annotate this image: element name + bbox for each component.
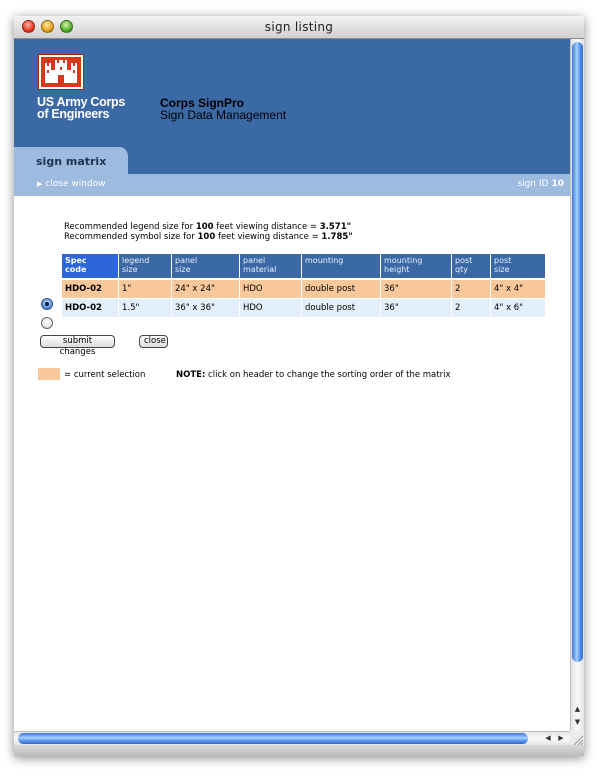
tab-label: sign matrix (36, 155, 107, 168)
table-cell: 36" (381, 280, 451, 298)
close-window-link[interactable] (37, 179, 106, 189)
column-header-line: qty (455, 265, 468, 274)
scroll-right-arrow-icon[interactable]: ▶ (558, 734, 564, 742)
app-name: Corps SignPro (160, 96, 245, 110)
column-header-line: size (494, 265, 510, 274)
table-cell: 1.5" (119, 299, 171, 317)
column-header-line: code (65, 265, 87, 274)
table-cell: HDO-02 (62, 299, 118, 317)
column-header-line: Spec (65, 256, 87, 265)
horizontal-scroll-thumb[interactable] (18, 733, 528, 744)
vertical-scroll-thumb[interactable] (572, 42, 583, 662)
column-header[interactable] (240, 254, 301, 278)
column-header[interactable] (491, 254, 545, 278)
submit-changes-button[interactable]: submit changes (40, 335, 115, 348)
rec-text: feet viewing distance = (216, 222, 318, 232)
table-cell: 1" (119, 280, 171, 298)
column-header-line: panel (243, 256, 266, 265)
table-cell: 4" x 4" (491, 280, 545, 298)
column-header-line: post (494, 256, 512, 265)
sign-id-value: 10 (551, 179, 564, 189)
page-content (14, 39, 570, 731)
browser-window (14, 16, 584, 756)
row-select-radio[interactable] (41, 317, 53, 329)
rec-text: Recommended symbol size for (64, 232, 195, 242)
page-header (14, 39, 570, 174)
rec-text: feet viewing distance = (217, 232, 319, 242)
scroll-left-arrow-icon[interactable]: ◀ (545, 734, 551, 742)
app-subtitle: Sign Data Management (160, 108, 287, 122)
selection-legend: = current selection (64, 370, 146, 380)
triangle-right-icon: ▶ (37, 180, 43, 188)
horizontal-scrollbar[interactable] (14, 731, 570, 745)
scroll-down-arrow-icon[interactable]: ▼ (574, 718, 581, 726)
column-header[interactable] (62, 254, 118, 278)
rec-value: 1.785" (321, 232, 353, 242)
table-cell: double post (302, 280, 380, 298)
column-header-line: material (243, 265, 277, 274)
rec-value: 3.571" (319, 222, 352, 232)
column-header-line: size (175, 265, 191, 274)
column-header[interactable] (302, 254, 380, 278)
table-cell: 4" x 6" (491, 299, 545, 317)
title-bar[interactable] (14, 16, 584, 39)
column-header-line: height (384, 265, 410, 274)
table-cell: 36" x 36" (172, 299, 239, 317)
column-header[interactable] (452, 254, 490, 278)
table-cell: double post (302, 299, 380, 317)
column-header[interactable] (119, 254, 171, 278)
column-header-line: size (122, 265, 138, 274)
close-button[interactable]: close (139, 335, 168, 348)
note-label: NOTE: (176, 370, 206, 380)
sign-id (517, 179, 564, 189)
legend-size-recommendation (64, 222, 351, 232)
resize-grip-icon[interactable] (570, 731, 584, 745)
rec-distance: 100 (195, 222, 214, 232)
table-cell: 36" (381, 299, 451, 317)
column-header-line: panel (175, 256, 198, 265)
org-line-1: US Army Corps (37, 95, 126, 109)
column-header-line: mounting (305, 256, 344, 265)
rec-distance: 100 (197, 232, 216, 242)
sorting-note (176, 370, 450, 380)
close-window-label: close window (45, 179, 106, 189)
table-cell: 24" x 24" (172, 280, 239, 298)
column-header[interactable] (381, 254, 451, 278)
vertical-scrollbar[interactable] (570, 39, 584, 731)
symbol-size-recommendation (64, 232, 353, 242)
window-bottom-bar (14, 745, 584, 756)
rec-text: Recommended legend size for (64, 222, 194, 232)
column-header-line: mounting (384, 256, 423, 265)
table-cell: HDO-02 (62, 280, 118, 298)
table-cell: 2 (452, 299, 490, 317)
table-cell: HDO (240, 299, 301, 317)
castle-logo-icon (39, 55, 83, 89)
sign-id-label: sign ID (517, 179, 549, 189)
org-name (37, 96, 125, 120)
row-select-radio[interactable] (41, 298, 53, 310)
column-header-line: post (455, 256, 473, 265)
tab-sign-matrix[interactable] (14, 147, 128, 174)
current-selection-swatch (38, 368, 60, 380)
note-text: click on header to change the sorting order of the matrix (208, 370, 451, 380)
column-header[interactable] (172, 254, 239, 278)
table-cell: HDO (240, 280, 301, 298)
sub-bar (14, 174, 570, 196)
scroll-up-arrow-icon[interactable]: ▲ (574, 705, 581, 713)
column-header-line: legend (122, 256, 150, 265)
table-cell: 2 (452, 280, 490, 298)
org-line-2: of Engineers (37, 107, 110, 121)
window-title: sign listing (264, 20, 334, 34)
